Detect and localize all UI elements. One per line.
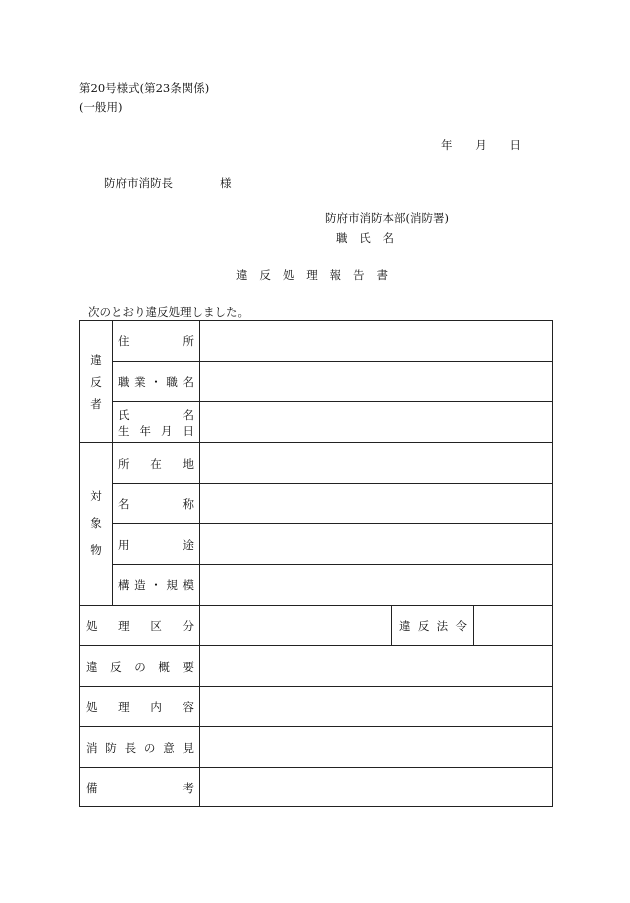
label-birthdate: 生 年 月 日 [118, 424, 194, 438]
processing-category-field[interactable] [200, 606, 391, 645]
column-divider [391, 605, 392, 645]
location-field[interactable] [200, 443, 553, 483]
address-field[interactable] [200, 321, 553, 361]
column-divider [112, 321, 113, 605]
violation-summary-field[interactable] [200, 646, 553, 686]
label-violated-law: 違 反 法 令 [399, 619, 467, 633]
label-remarks: 備 考 [86, 781, 194, 795]
use-field[interactable] [200, 524, 553, 564]
form-type: (一般用) [79, 100, 123, 114]
label-processing-details: 処 理 内 容 [86, 700, 194, 714]
label-chief-opinion: 消 防 長 の 意 見 [86, 741, 194, 755]
label-name: 氏 名 [118, 408, 194, 422]
target-group-label: 対 象 物 [90, 489, 102, 557]
addressee-name: 防府市消防長 [104, 176, 173, 190]
intro-text: 次のとおり違反処理しました。 [88, 305, 249, 319]
date-line [441, 137, 521, 153]
name-birthdate-field[interactable] [200, 402, 553, 442]
form-number: 第20号様式(第23条関係) [79, 81, 210, 95]
date-month: 月 [475, 138, 487, 152]
label-processing-category: 処 理 区 分 [86, 619, 194, 633]
addressee-honorific: 様 [220, 176, 232, 190]
label-violation-summary: 違 反 の 概 要 [86, 660, 194, 674]
label-location: 所 在 地 [118, 457, 194, 471]
label-target-name: 名 称 [118, 497, 194, 511]
violator-group-label: 違 反 者 [90, 352, 102, 411]
document-title: 違 反 処 理 報 告 書 [236, 268, 388, 282]
label-structure: 構 造 ・ 規 模 [118, 578, 194, 592]
occupation-field[interactable] [200, 362, 553, 401]
sender-name-label: 職 氏 名 [336, 231, 394, 245]
addressee [104, 175, 232, 191]
label-occupation: 職 業 ・ 職 名 [118, 375, 194, 389]
date-year: 年 [441, 138, 453, 152]
target-name-field[interactable] [200, 484, 553, 523]
violated-law-field[interactable] [474, 606, 553, 645]
label-address: 住 所 [118, 334, 194, 348]
remarks-field[interactable] [200, 768, 553, 807]
sender-organization: 防府市消防本部(消防署) [325, 211, 449, 225]
date-day: 日 [509, 138, 521, 152]
report-table [79, 320, 553, 807]
chief-opinion-field[interactable] [200, 727, 553, 767]
label-use: 用 途 [118, 538, 194, 552]
structure-field[interactable] [200, 565, 553, 605]
processing-details-field[interactable] [200, 687, 553, 726]
